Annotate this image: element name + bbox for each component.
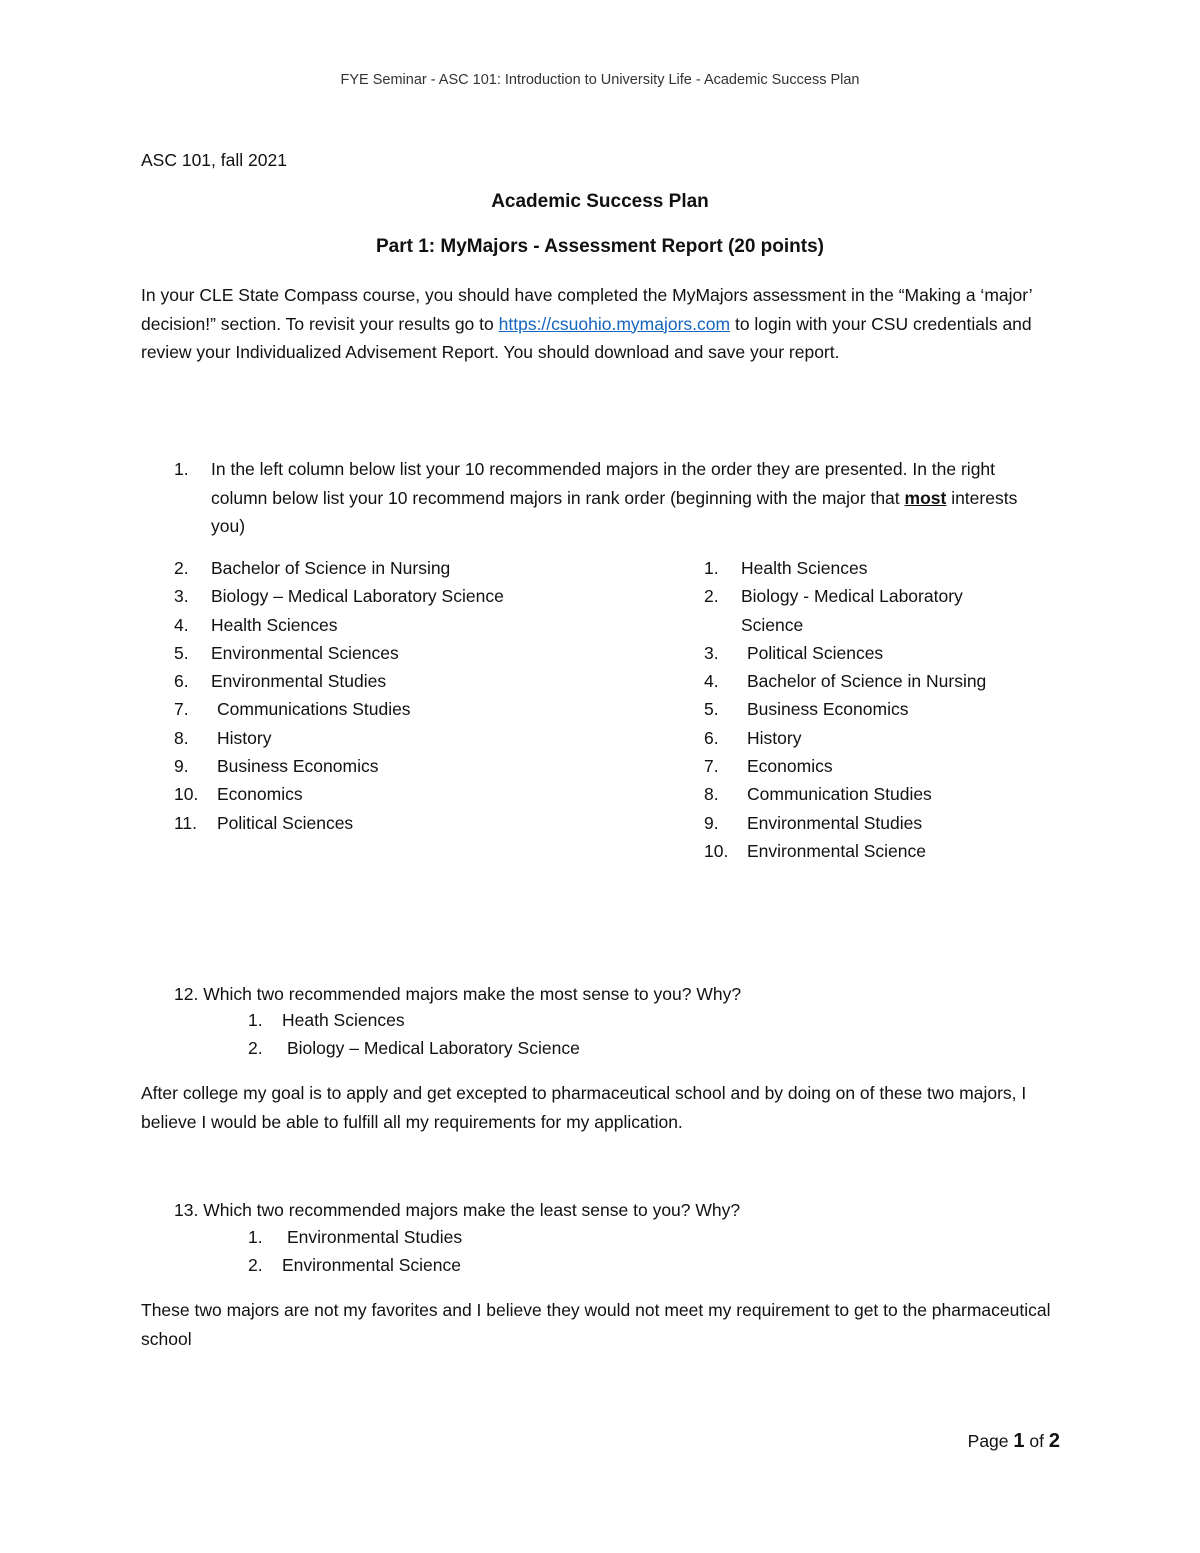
list-item-label: Communications Studies [217, 699, 411, 720]
of-word: of [1029, 1431, 1044, 1451]
list-item-label: Environmental Studies [211, 671, 387, 692]
list-item-number: 1. [248, 1010, 263, 1030]
list-item-label: Economics [747, 756, 833, 777]
question-13-number: 13. [174, 1200, 199, 1220]
list-item-label: History [217, 727, 272, 748]
list-item-number: 6. [704, 727, 719, 748]
question-1-text [211, 455, 1054, 541]
list-item-number: 4. [174, 614, 189, 635]
list-item-number: 3. [704, 642, 719, 663]
course-line: ASC 101, fall 2021 [141, 150, 287, 170]
question-1-number: 1. [174, 459, 189, 479]
document-title: Academic Success Plan [491, 191, 709, 212]
question-12-answer: After college my goal is to apply and get excepted to pharmaceutical school and by doing on of these two majors, I believe I would be able to fulfill all my requirements for my application. [141, 1083, 1027, 1132]
list-item-label: Environmental Sciences [211, 642, 399, 663]
question-1 [174, 455, 1054, 541]
list-item-label: Bachelor of Science in Nursing [211, 558, 451, 578]
current-page: 1 [1013, 1430, 1025, 1452]
list-item-number: 2. [174, 558, 189, 578]
question-1-text-a: In the left column below list your 10 recommended majors in the order they are presented. In the right column below list your 10 recommend majors in rank order (beginning with the major that [211, 459, 996, 508]
list-item-label: Business Economics [747, 699, 909, 720]
list-item-number: 9. [704, 812, 719, 833]
list-item-label: Health Sciences [211, 614, 338, 635]
list-item-number: 7. [174, 699, 189, 720]
list-item-number: 8. [704, 784, 719, 805]
page-number [968, 1430, 1060, 1453]
list-item-label: Environmental Studies [287, 1227, 463, 1247]
list-item-number: 9. [174, 756, 189, 777]
question-13-answer: These two majors are not my favorites and I believe they would not meet my requirement to get to the pharmaceutical school [141, 1300, 1051, 1349]
list-item-number: 2. [248, 1255, 263, 1276]
list-item-label: Business Economics [217, 756, 379, 777]
list-item-number: 5. [174, 642, 189, 663]
list-item-label: Heath Sciences [282, 1010, 405, 1030]
page-word: Page [967, 1431, 1009, 1451]
question-13-text: Which two recommended majors make the least sense to you? Why? [203, 1200, 741, 1220]
intro-paragraph [141, 281, 1066, 367]
list-item-label: History [747, 727, 802, 748]
list-item-label: Economics [217, 784, 303, 805]
question-13 [174, 1196, 740, 1225]
list-item-label: Biology – Medical Laboratory Science [287, 1038, 580, 1059]
list-item-label: Political Sciences [217, 812, 354, 833]
question-12-number: 12. [174, 984, 199, 1004]
list-item-number: 7. [704, 756, 719, 777]
question-1-emphasis: most [904, 487, 947, 508]
list-item-number: 11. [174, 812, 198, 833]
list-item-number: 6. [174, 671, 189, 692]
question-12 [174, 980, 741, 1009]
list-item-label: Bachelor of Science in Nursing [747, 671, 987, 692]
intro-text-after-link: to login with your CSU credentials and review your Individualized Advisement Report. You should download and save your report. [141, 313, 1032, 362]
list-item-label: Communication Studies [747, 784, 932, 805]
list-item-number: 2. [248, 1038, 263, 1059]
question-12-text: Which two recommended majors make the most sense to you? Why? [203, 984, 742, 1004]
section-subtitle: Part 1: MyMajors - Assessment Report (20 points) [375, 236, 824, 257]
total-pages: 2 [1048, 1430, 1060, 1452]
question-1-text-b: interests you) [211, 487, 1018, 536]
list-item-label: Environmental Science [282, 1255, 461, 1276]
list-item-number: 3. [174, 586, 189, 607]
page-header: FYE Seminar - ASC 101: Introduction to University Life - Academic Success Plan [340, 72, 860, 88]
list-item-number: 10. [704, 840, 729, 861]
list-item-number: 5. [704, 699, 719, 720]
list-item-label: Environmental Studies [747, 812, 923, 833]
list-item-label: Political Sciences [747, 642, 884, 663]
list-item-label: Environmental Science [747, 840, 926, 861]
list-item-label: Biology – Medical Laboratory Science [211, 586, 504, 607]
intro-text-before-link: In your CLE State Compass course, you should have completed the MyMajors assessment in the “Making a ‘major’ decision!” section. To revisit your results go to [141, 285, 1032, 334]
list-item-number: 1. [248, 1227, 263, 1247]
list-item-number: 2. [704, 586, 719, 607]
list-item-label: Health Sciences [741, 558, 868, 578]
list-item-number: 10. [174, 784, 199, 805]
list-item-number: 8. [174, 727, 189, 748]
list-item-number: 4. [704, 671, 719, 692]
list-item-number: 1. [704, 558, 719, 578]
mymajors-link[interactable]: https://csuohio.mymajors.com [498, 313, 731, 334]
list-item-label: Biology - Medical Laboratory Science [741, 586, 963, 635]
